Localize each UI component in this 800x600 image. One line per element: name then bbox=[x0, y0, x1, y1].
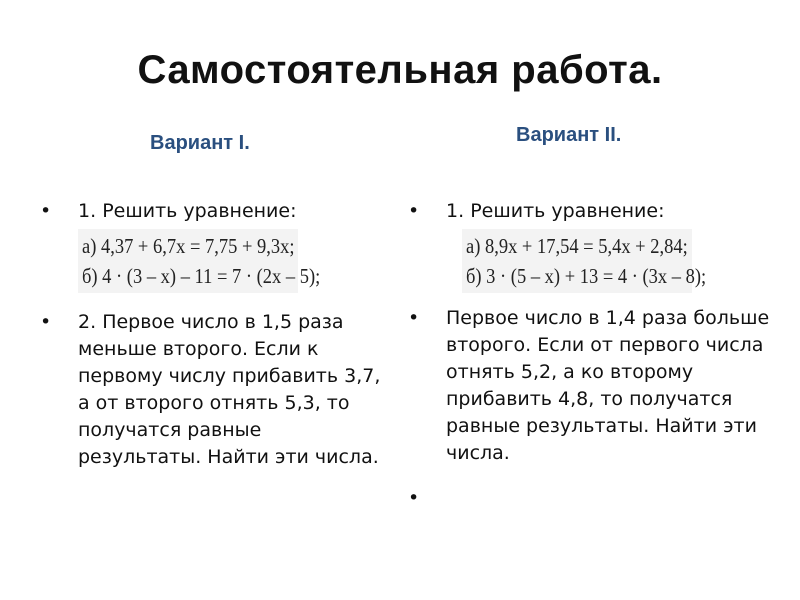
equation-image bbox=[462, 229, 707, 293]
bullet-point: • bbox=[40, 311, 52, 333]
task-text: Первое число в 1,5 раза меньше второго. Если к первому числу прибавить 3,7, а от второго отнять 5,3, то получатся равные результаты. Найти эти числа. bbox=[78, 311, 381, 468]
variant-2-task-2 bbox=[408, 305, 778, 467]
variant-2-task-1 bbox=[408, 198, 778, 293]
task-number: 2. bbox=[78, 311, 97, 333]
task-text: Первое число в 1,4 раза больше второго. Если от первого числа отнять 5,2, а ко второму прибавить 4,8, то получатся равные результаты. Найти эти числа. bbox=[446, 307, 770, 464]
task-label: Решить уравнение: bbox=[470, 200, 665, 222]
task-number: 1. bbox=[446, 200, 465, 222]
bullet-point: • bbox=[40, 200, 52, 222]
task-number: 1. bbox=[78, 200, 97, 222]
variant-1-heading: Вариант I. bbox=[150, 132, 250, 154]
equation-a: а) 8,9x + 17,54 = 5,4x + 2,84; bbox=[466, 234, 688, 258]
variant-2-column bbox=[408, 198, 778, 512]
equation-b: б) 4 · (3 – x) – 11 = 7 · (2x – 5); bbox=[82, 264, 321, 288]
slide-title: Самостоятельная работа. bbox=[137, 48, 663, 92]
variant-1-task-2 bbox=[40, 309, 385, 471]
variant-2-heading: Вариант II. bbox=[516, 124, 622, 146]
bullet-point: • bbox=[408, 487, 420, 509]
task-label: Решить уравнение: bbox=[102, 200, 297, 222]
empty-bullet-item bbox=[408, 485, 778, 512]
bullet-point: • bbox=[408, 307, 420, 329]
bullet-point: • bbox=[408, 200, 420, 222]
variant-1-column bbox=[40, 198, 385, 471]
equation-b: б) 3 · (5 – x) + 13 = 4 · (3x – 8); bbox=[466, 264, 707, 288]
equation-a: а) 4,37 + 6,7x = 7,75 + 9,3x; bbox=[82, 234, 295, 258]
equation-image bbox=[78, 229, 321, 293]
variant-1-task-1 bbox=[40, 198, 385, 293]
